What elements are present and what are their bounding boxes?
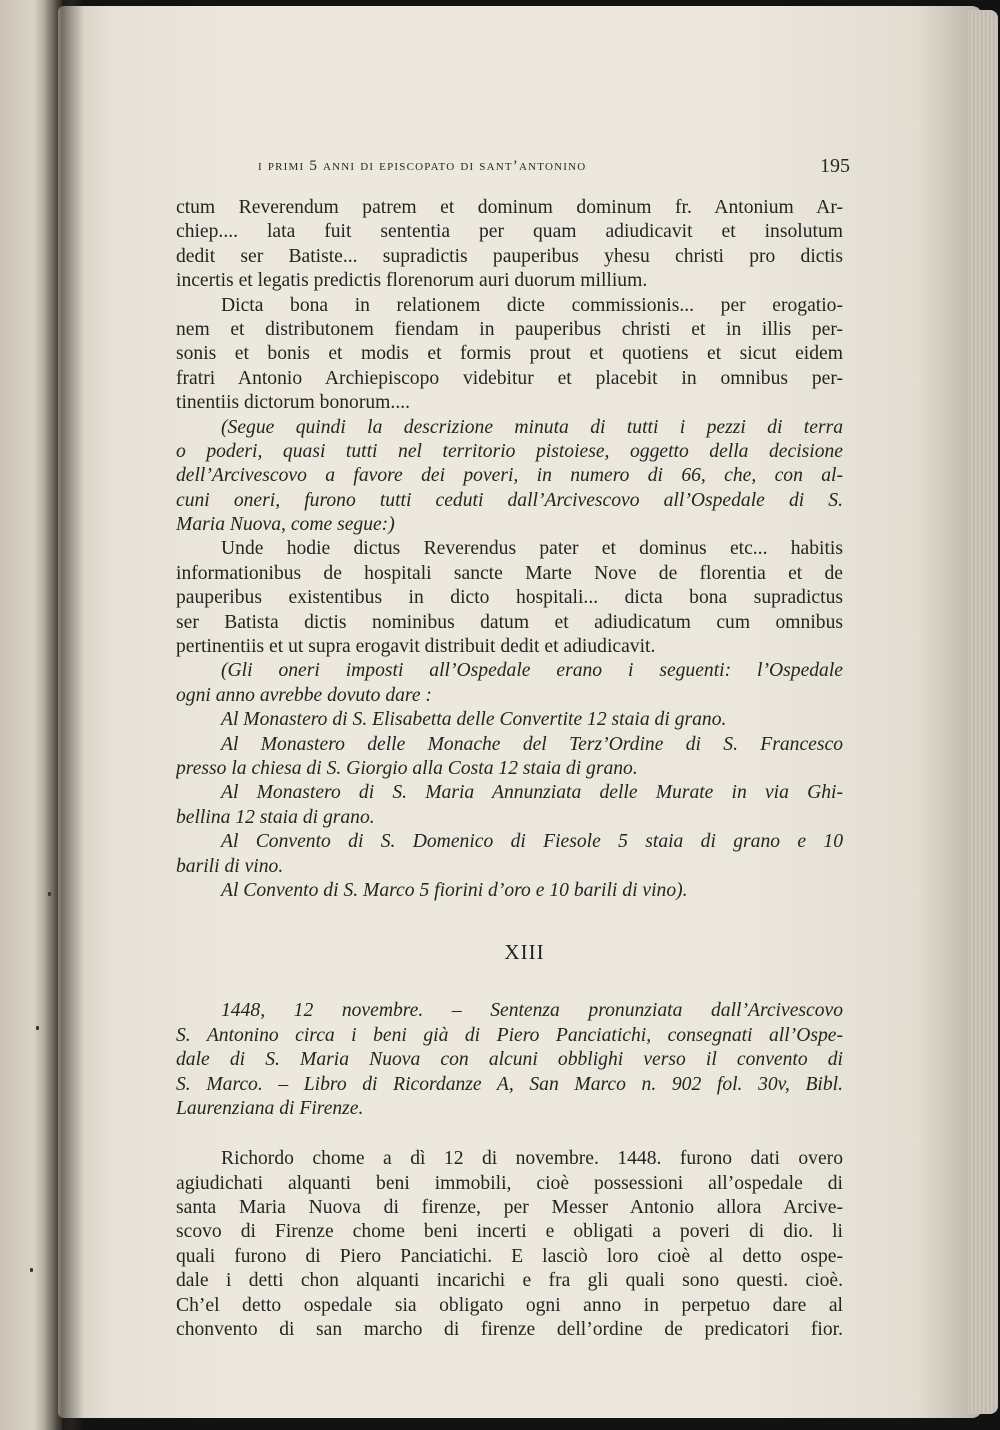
text-line: pertinentiis et ut supra erogavit distribuit dedit et adiudicavit. xyxy=(176,636,656,658)
obligation-item: Al Monastero di S. Elisabetta delle Convertite 12 staia di grano. xyxy=(221,709,727,731)
book-gutter-shadow xyxy=(44,0,84,1430)
text-line: dale di S. Maria Nuova con alcuni obblighi verso il convento di xyxy=(176,1049,843,1071)
running-title: i primi 5 anni di episcopato di sant’antonino xyxy=(258,158,587,174)
spacer xyxy=(176,903,843,937)
text-line: chiep.... lata fuit sententia per quam adiudicavit et insolutum xyxy=(176,221,843,243)
running-header xyxy=(258,155,850,184)
text-line: Unde hodie dictus Reverendus pater et dominus etc... habitis xyxy=(221,538,843,560)
text-line: cuni oneri, furono tutti ceduti dall’Arcivescovo all’Ospedale di S. xyxy=(176,489,843,511)
text-line: (Segue quindi la descrizione minuta di tutti i pezzi di terra xyxy=(221,416,843,438)
editorial-note-1 xyxy=(176,416,843,538)
margin-mark xyxy=(36,1026,39,1030)
text-line: o poderi, quasi tutti nel territorio pistoiese, oggetto della decisione xyxy=(176,440,843,462)
text-line: ctum Reverendum patrem et dominum dominum fr. Antonium Ar- xyxy=(176,197,843,218)
text-line: dell’Arcivescovo a favore dei poveri, in numero di 66, che, con al- xyxy=(176,465,843,487)
text-line: Dicta bona in relationem dicte commissionis... per erogatio- xyxy=(221,294,843,316)
text-line: (Gli oneri imposti all’Ospedale erano i seguenti: l’Ospedale xyxy=(221,660,843,682)
text-line: S. Antonino circa i beni già di Piero Panciatichi, consegnati all’Ospe- xyxy=(176,1024,843,1046)
text-line: informationibus de hospitali sancte Marte Nove de florentia et de xyxy=(176,562,843,584)
text-line: agiudichati alquanti beni immobili, cioè possessioni all’ospedale di xyxy=(176,1172,843,1194)
text-line: bellina 12 staia di grano. xyxy=(176,806,375,828)
margin-mark xyxy=(30,1268,33,1272)
section-numeral: XIII xyxy=(504,940,545,965)
text-line: dedit ser Batiste... supradictis pauperibus yhesu christi pro dictis xyxy=(176,245,843,267)
spacer xyxy=(176,1121,843,1147)
text-line: pauperibus existentibus in dicto hospitali... dicta bona supradictus xyxy=(176,587,843,609)
text-line: scovo di Firenze chome beni incerti e obligati a poveri di dio. li xyxy=(176,1221,843,1243)
text-line: quali furono di Piero Panciatichi. E lasciò loro cioè al detto ospe- xyxy=(176,1245,843,1267)
text-line: presso la chiesa di S. Giorgio alla Costa 12 staia di grano. xyxy=(176,757,638,779)
page-stack-edge xyxy=(968,10,998,1414)
text-line: Laurenziana di Firenze. xyxy=(176,1097,364,1119)
document-heading xyxy=(176,999,843,1121)
margin-mark xyxy=(48,892,51,896)
text-line: Ch’el detto ospedale sia obligato ogni anno in perpetuo dare al xyxy=(176,1294,843,1316)
page-number: 195 xyxy=(820,155,850,177)
text-line: ser Batista dictis nominibus datum et adiudicatum cum omnibus xyxy=(176,611,843,633)
text-line: santa Maria Nuova di firenze, per Messer Antonio allora Arcive- xyxy=(176,1197,843,1219)
text-line: sonis et bonis et modis et formis prout et quotiens et sicut eidem xyxy=(176,343,843,365)
page-body xyxy=(176,196,843,1342)
spacer xyxy=(176,967,843,999)
obligation-item: Al Monastero delle Monache del Terz’Ordine di S. Francesco xyxy=(221,733,843,755)
text-line: nem et distributonem fiendam in pauperibus christi et in illis per- xyxy=(176,318,843,340)
text-line: dale i detti chon alquanti incarichi e fra gli quali sono questi. cioè. xyxy=(176,1270,843,1292)
editorial-note-2 xyxy=(176,659,843,903)
text-line: chonvento di san marcho di firenze dell’ordine de predicatori fior. xyxy=(176,1319,843,1341)
obligation-item: Al Convento di S. Domenico di Fiesole 5 staia di grano e 10 xyxy=(221,831,843,853)
text-line: barili di vino. xyxy=(176,855,284,877)
text-line: 1448, 12 novembre. – Sentenza pronunziata dall’Arcivescovo xyxy=(221,1000,843,1022)
text-line: ogni anno avrebbe dovuto dare : xyxy=(176,684,432,706)
text-line: S. Marco. – Libro di Ricordanze A, San Marco n. 902 fol. 30v, Bibl. xyxy=(176,1073,843,1095)
paragraph-1 xyxy=(176,196,843,294)
text-line: tinentiis dictorum bonorum.... xyxy=(176,392,411,414)
document-text xyxy=(176,1147,843,1342)
paragraph-3 xyxy=(176,537,843,659)
paragraph-2 xyxy=(176,294,843,416)
obligation-item: Al Convento di S. Marco 5 fiorini d’oro e 10 barili di vino). xyxy=(221,879,688,901)
text-line: Maria Nuova, come segue:) xyxy=(176,514,395,536)
text-line: incertis et legatis predictis florenorum auri duorum millium. xyxy=(176,270,648,292)
text-line: fratri Antonio Archiepiscopo videbitur et placebit in omnibus per- xyxy=(176,367,843,389)
obligation-item: Al Monastero di S. Maria Annunziata delle Murate in via Ghi- xyxy=(221,782,843,804)
text-line: Richordo chome a dì 12 di novembre. 1448. furono dati overo xyxy=(221,1148,843,1170)
